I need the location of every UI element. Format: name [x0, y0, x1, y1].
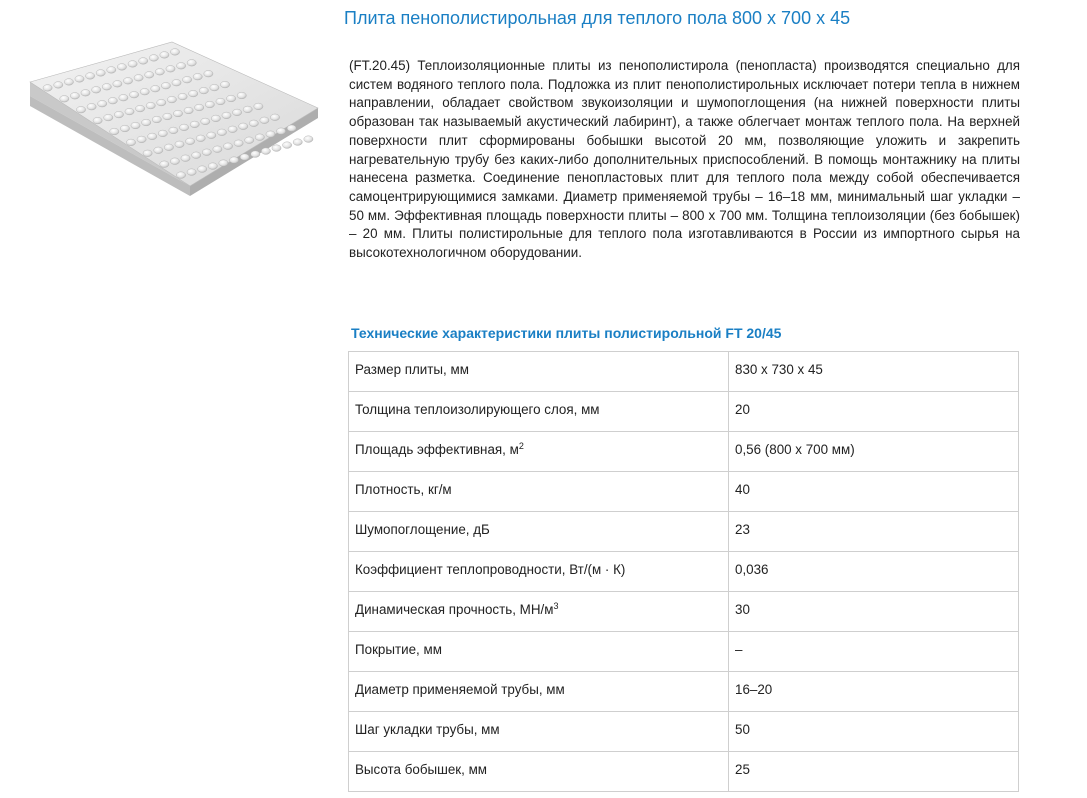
- table-row: [349, 672, 1019, 712]
- plate-boss: [198, 166, 207, 173]
- spec-param-cell: [349, 392, 729, 432]
- plate-boss: [208, 163, 217, 170]
- plate-boss: [170, 49, 179, 56]
- spec-param-label: Толщина теплоизолирующего слоя, мм: [355, 402, 600, 417]
- plate-boss: [134, 75, 143, 82]
- spec-value-cell: [729, 392, 1019, 432]
- plate-boss: [120, 125, 129, 132]
- plate-boss: [287, 125, 296, 132]
- plate-boss: [131, 122, 140, 129]
- plate-boss: [158, 130, 167, 137]
- specs-table: [348, 351, 1019, 792]
- plate-boss: [283, 142, 292, 149]
- spec-value-cell: [729, 432, 1019, 472]
- plate-boss: [114, 111, 123, 118]
- plate-boss: [175, 141, 184, 148]
- plate-boss: [187, 169, 196, 176]
- plate-boss: [216, 98, 225, 105]
- plate-boss: [151, 85, 160, 92]
- plate-boss: [163, 113, 172, 120]
- plate-boss: [110, 128, 119, 135]
- plate-boss: [240, 154, 249, 161]
- spec-param-cell: [349, 352, 729, 392]
- spec-param-label: Шаг укладки трубы, мм: [355, 722, 500, 737]
- plate-boss: [167, 96, 176, 103]
- plate-boss: [192, 152, 201, 159]
- table-row: [349, 472, 1019, 512]
- spec-param-cell: [349, 592, 729, 632]
- plate-boss: [186, 138, 195, 145]
- spec-value-cell: [729, 712, 1019, 752]
- plate-boss: [93, 117, 102, 124]
- table-row: [349, 392, 1019, 432]
- spec-value-cell: [729, 592, 1019, 632]
- spec-value-cell: [729, 752, 1019, 792]
- spec-param-superscript: 2: [518, 441, 524, 451]
- plate-boss: [146, 102, 155, 109]
- plate-boss: [266, 131, 275, 138]
- table-row: [349, 592, 1019, 632]
- plate-boss: [140, 88, 149, 95]
- spec-param-cell: [349, 512, 729, 552]
- plate-boss: [202, 149, 211, 156]
- spec-param-cell: [349, 552, 729, 592]
- plate-boss: [219, 160, 228, 167]
- plate-boss: [139, 58, 148, 65]
- plate-boss: [184, 107, 193, 114]
- plate-boss: [177, 63, 186, 70]
- product-image: [22, 40, 322, 205]
- specs-title: Технические характеристики плиты полистирольной FT 20/45: [351, 325, 782, 341]
- plate-boss: [251, 151, 260, 158]
- spec-value-cell: [729, 512, 1019, 552]
- plate-boss: [164, 144, 173, 151]
- spec-param-label: Коэффициент теплопроводности, Вт/(м · К): [355, 562, 626, 577]
- plate-boss: [199, 87, 208, 94]
- plate-boss: [304, 136, 313, 143]
- plate-boss: [70, 93, 79, 100]
- plate-boss: [234, 140, 243, 147]
- plate-boss: [190, 121, 199, 128]
- plate-boss: [128, 61, 137, 68]
- plate-boss: [87, 103, 96, 110]
- spec-value-cell: [729, 472, 1019, 512]
- plate-boss: [96, 70, 105, 77]
- plate-boss: [211, 115, 220, 122]
- plate-boss: [107, 67, 116, 74]
- product-description: (FT.20.45) Теплоизоляционные плиты из пенополистирола (пенопласта) производятся специально для систем водяного теплого пола. Подложка из плит пенополистирольных исключает потери тепла в нижнем направлении, обладает свойством звукоизоляции и шумопоглощения (на нижней поверхности плиты образован так называемый акустический лабиринт), а также облегчает монтаж теплого пола. На верхней поверхности плит сформированы бобышки высотой 20 мм, позволяющие уложить и закрепить нагревательную трубу без каких-либо дополнительных приспособлений. В помощь монтажнику на плиты нанесена разметка. Соединение пенопластовых плит для теплого пола между собой обеспечивается самоцентрирующимися замками. Диаметр применяемой трубы – 16–18 мм, минимальный шаг укладки – 50 мм. Эффективная площадь поверхности плиты – 800 х 700 мм. Толщина теплоизоляции (без бобышек) – 20 мм. Плиты полистирольные для теплого пола изготавливаются в России из импортного сырья на высокотехнологичном оборудовании.: [349, 58, 1020, 261]
- plate-boss: [217, 129, 226, 136]
- plate-boss: [243, 106, 252, 113]
- plate-boss: [237, 92, 246, 99]
- plate-boss: [187, 60, 196, 67]
- plate-boss: [178, 93, 187, 100]
- plate-boss: [169, 127, 178, 134]
- spec-param-cell: [349, 712, 729, 752]
- plate-boss: [130, 91, 139, 98]
- plate-boss: [272, 145, 281, 152]
- plate-boss: [189, 90, 198, 97]
- plate-boss: [228, 126, 237, 133]
- plate-boss: [81, 90, 90, 97]
- spec-value: 0,56 (800 х 700 мм): [735, 442, 855, 457]
- plate-boss: [145, 72, 154, 79]
- spec-param-cell: [349, 632, 729, 672]
- plate-boss: [213, 146, 222, 153]
- page-title: Плита пенополистирольная для теплого пола 800 х 700 х 45: [344, 8, 851, 28]
- plate-boss: [161, 82, 170, 89]
- plate-boss: [183, 76, 192, 83]
- spec-value: 50: [735, 722, 750, 737]
- plate-boss: [125, 108, 134, 115]
- plate-boss: [92, 87, 101, 94]
- plate-boss: [170, 158, 179, 165]
- plate-boss: [233, 109, 242, 116]
- spec-param-label: Шумопоглощение, дБ: [355, 522, 490, 537]
- plate-boss: [207, 132, 216, 139]
- spec-value-cell: [729, 672, 1019, 712]
- plate-boss: [181, 155, 190, 162]
- spec-param-cell: [349, 752, 729, 792]
- spec-value: 25: [735, 762, 750, 777]
- plate-boss: [102, 84, 111, 91]
- plate-boss: [172, 79, 181, 86]
- plate-boss: [222, 112, 231, 119]
- spec-value: 20: [735, 402, 750, 417]
- plate-boss: [210, 84, 219, 91]
- table-row: [349, 552, 1019, 592]
- plate-boss: [220, 81, 229, 88]
- plate-boss: [117, 64, 126, 71]
- spec-param-label: Плотность, кг/м: [355, 482, 452, 497]
- plate-boss: [154, 147, 163, 154]
- spec-param-cell: [349, 472, 729, 512]
- plate-boss: [277, 128, 286, 135]
- plate-boss: [254, 103, 263, 110]
- spec-param-label: Высота бобышек, мм: [355, 762, 488, 777]
- plate-boss: [119, 94, 128, 101]
- plate-boss: [193, 73, 202, 80]
- plate-boss: [43, 85, 52, 92]
- spec-param-label: Диаметр применяемой трубы, мм: [355, 682, 565, 697]
- plate-boss: [113, 81, 122, 88]
- spec-param-label: Покрытие, мм: [355, 642, 442, 657]
- table-row: [349, 712, 1019, 752]
- plate-boss: [245, 137, 254, 144]
- spec-param-cell: [349, 672, 729, 712]
- plate-boss: [166, 66, 175, 73]
- plate-boss: [149, 55, 158, 62]
- plate-boss: [201, 118, 210, 125]
- plate-boss: [152, 116, 161, 123]
- plate-boss: [104, 114, 113, 121]
- plate-boss: [148, 133, 157, 140]
- plate-boss: [227, 95, 236, 102]
- spec-param-superscript: 3: [553, 601, 559, 611]
- plate-boss: [137, 136, 146, 143]
- plate-boss: [195, 104, 204, 111]
- spec-value-cell: [729, 632, 1019, 672]
- plate-boss: [180, 124, 189, 131]
- spec-param-cell: [349, 432, 729, 472]
- plate-boss: [76, 106, 85, 113]
- plate-boss: [270, 114, 279, 121]
- plate-boss: [261, 148, 270, 155]
- table-row: [349, 752, 1019, 792]
- plate-boss: [223, 143, 232, 150]
- spec-value: –: [735, 642, 743, 657]
- plate-boss: [108, 97, 117, 104]
- spec-param-label: Динамическая прочность, МН/м: [355, 602, 554, 617]
- plate-boss: [60, 96, 69, 103]
- spec-value: 30: [735, 602, 750, 617]
- plate-boss: [239, 123, 248, 130]
- spec-param-label: Размер плиты, мм: [355, 362, 469, 377]
- plate-boss: [155, 69, 164, 76]
- plate-boss: [205, 101, 214, 108]
- table-row: [349, 432, 1019, 472]
- plate-boss: [136, 105, 145, 112]
- plate-boss: [293, 139, 302, 146]
- plate-boss: [173, 110, 182, 117]
- spec-value: 40: [735, 482, 750, 497]
- table-row: [349, 512, 1019, 552]
- plate-boss: [204, 70, 213, 77]
- plate-boss: [142, 119, 151, 126]
- plate-boss: [126, 139, 135, 146]
- spec-value: 23: [735, 522, 750, 537]
- plate-boss: [54, 82, 63, 89]
- plate-boss: [64, 79, 73, 86]
- plate-boss: [143, 150, 152, 157]
- plate-boss: [157, 99, 166, 106]
- plate-boss: [176, 172, 185, 179]
- plate-boss: [86, 73, 95, 80]
- plate-boss: [75, 76, 84, 83]
- plate-boss: [260, 117, 269, 124]
- spec-value: 16–20: [735, 682, 773, 697]
- plate-boss: [255, 134, 264, 141]
- plate-boss: [160, 161, 169, 168]
- spec-param-label: Площадь эффективная, м: [355, 442, 519, 457]
- plate-boss: [230, 157, 239, 164]
- plate-boss: [249, 120, 258, 127]
- plate-boss: [196, 135, 205, 142]
- plate-boss: [123, 78, 132, 85]
- spec-value: 830 х 730 х 45: [735, 362, 823, 377]
- plate-boss: [98, 100, 107, 107]
- spec-value-cell: [729, 552, 1019, 592]
- table-row: [349, 632, 1019, 672]
- plate-boss: [160, 52, 169, 59]
- table-row: [349, 352, 1019, 392]
- spec-value-cell: [729, 352, 1019, 392]
- spec-value: 0,036: [735, 562, 769, 577]
